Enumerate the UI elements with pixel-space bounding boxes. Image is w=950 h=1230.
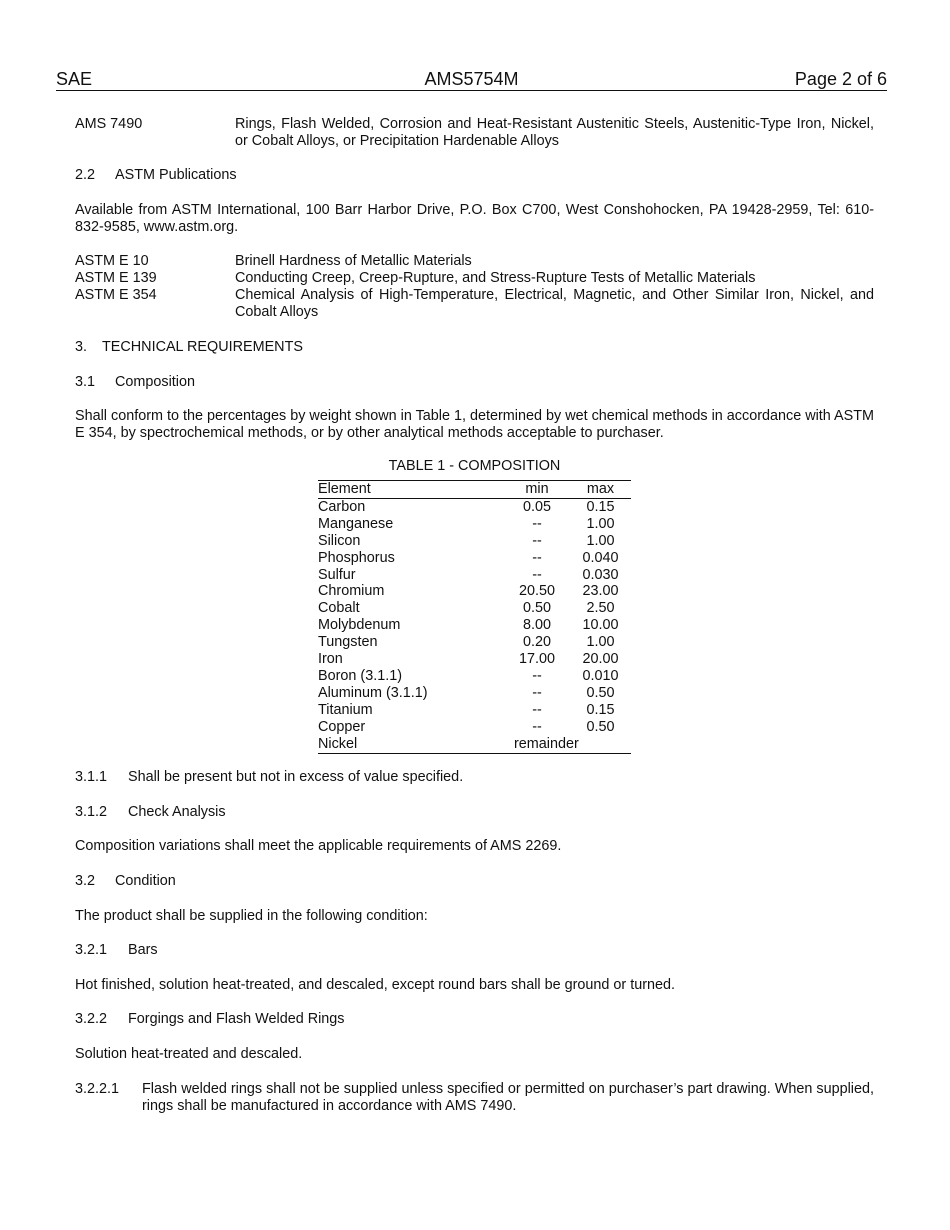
min-cell: 0.50 [522, 600, 551, 617]
section-title: TECHNICAL REQUIREMENTS [102, 339, 303, 355]
section-title: Forgings and Flash Welded Rings [128, 1011, 345, 1027]
bars-paragraph: Hot finished, solution heat-treated, and descaled, except round bars shall be ground or turned. [75, 977, 675, 993]
section-number: 3.1 [75, 374, 96, 390]
reference-title: Conducting Creep, Creep-Rupture, and Stress-Rupture Tests of Metallic Materials [235, 270, 756, 286]
table-row [318, 617, 631, 634]
table-row [318, 719, 631, 736]
min-cell: 0.05 [522, 498, 551, 515]
page-header [56, 68, 887, 91]
section-number: 3.2.2 [75, 1011, 108, 1027]
table-row [318, 583, 631, 600]
min-cell: 8.00 [522, 617, 551, 634]
reference-title: Rings, Flash Welded, Corrosion and Heat-Resistant Austenitic Steels, Austenitic-Type Iron, Nickel, or Cobalt Alloys, or Precipitation Hardenable Alloys [235, 116, 874, 149]
reference-code: ASTM E 139 [75, 270, 157, 286]
max-cell: 1.00 [586, 515, 615, 532]
table-title: TABLE 1 - COMPOSITION [388, 458, 561, 474]
section-title: Composition [115, 374, 195, 390]
max-cell: 0.030 [582, 566, 619, 583]
table-row [318, 516, 631, 533]
section-number: 3.2 [75, 873, 96, 889]
min-cell: -- [532, 684, 542, 701]
element-cell: Sulfur [318, 566, 356, 583]
table-row [318, 736, 631, 753]
section-title: ASTM Publications [115, 167, 237, 183]
min-cell: 0.20 [522, 634, 551, 651]
element-cell: Boron (3.1.1) [318, 667, 402, 684]
element-cell: Carbon [318, 498, 366, 515]
section-text: Shall be present but not in excess of value specified. [128, 769, 464, 785]
element-cell: Aluminum (3.1.1) [318, 684, 428, 701]
section-number: 3.1.1 [75, 769, 108, 785]
min-cell: -- [532, 549, 542, 566]
composition-paragraph: Shall conform to the percentages by weight shown in Table 1, determined by wet chemical methods in accordance with ASTM E 354, by spectrochemical methods, or by other analytical methods acceptable to purchaser. [75, 408, 874, 441]
max-cell: 0.50 [586, 684, 615, 701]
column-header-element: Element [318, 481, 504, 499]
min-cell: -- [532, 701, 542, 718]
column-header-max: max [570, 481, 631, 499]
element-cell: Tungsten [318, 634, 378, 651]
element-cell: Molybdenum [318, 617, 401, 634]
element-cell: Iron [318, 651, 343, 668]
header-doc-number: AMS5754M [424, 69, 519, 89]
table-row [318, 498, 631, 515]
max-cell: 0.50 [586, 718, 615, 735]
table-row [318, 634, 631, 651]
element-cell: Copper [318, 718, 366, 735]
section-title: Condition [115, 873, 176, 889]
element-cell: Nickel [318, 735, 358, 752]
element-cell: Cobalt [318, 600, 360, 617]
min-cell: -- [532, 667, 542, 684]
check-analysis-paragraph: Composition variations shall meet the applicable requirements of AMS 2269. [75, 838, 562, 854]
table-row [318, 550, 631, 567]
reference-code: ASTM E 10 [75, 253, 149, 269]
composition-table [318, 480, 631, 754]
max-cell: 2.50 [586, 600, 615, 617]
column-header-min: min [504, 481, 570, 499]
reference-code: AMS 7490 [75, 116, 143, 132]
table-row [318, 668, 631, 685]
table-row [318, 651, 631, 668]
table-row [318, 567, 631, 584]
table-row [318, 685, 631, 702]
min-cell: -- [532, 566, 542, 583]
remainder-cell: remainder [514, 735, 579, 752]
max-cell: 0.040 [582, 549, 619, 566]
max-cell: 0.010 [582, 667, 619, 684]
section-number: 3.1.2 [75, 804, 108, 820]
table-header-row [318, 481, 631, 499]
reference-code: ASTM E 354 [75, 287, 157, 303]
max-cell: 23.00 [582, 583, 619, 600]
condition-paragraph: The product shall be supplied in the following condition: [75, 908, 428, 924]
reference-title: Brinell Hardness of Metallic Materials [235, 253, 472, 269]
max-cell: 0.15 [586, 701, 615, 718]
reference-title: Chemical Analysis of High-Temperature, Electrical, Magnetic, and Other Similar Iron, Nickel, and Cobalt Alloys [235, 287, 874, 320]
max-cell: 10.00 [582, 617, 619, 634]
max-cell: 1.00 [586, 532, 615, 549]
section-number: 2.2 [75, 167, 96, 183]
section-number: 3.2.2.1 [75, 1081, 120, 1097]
element-cell: Chromium [318, 583, 385, 600]
header-page-number: Page 2 of 6 [794, 69, 887, 89]
min-cell: 20.50 [518, 583, 555, 600]
max-cell: 20.00 [582, 651, 619, 668]
element-cell: Manganese [318, 515, 394, 532]
forgings-paragraph: Solution heat-treated and descaled. [75, 1046, 303, 1062]
min-cell: -- [532, 718, 542, 735]
table-row [318, 533, 631, 550]
element-cell: Titanium [318, 701, 373, 718]
table-row [318, 600, 631, 617]
section-number: 3. [75, 339, 88, 355]
element-cell: Phosphorus [318, 549, 395, 566]
element-cell: Silicon [318, 532, 361, 549]
min-cell: 17.00 [518, 651, 555, 668]
min-cell: -- [532, 515, 542, 532]
max-cell: 1.00 [586, 634, 615, 651]
max-cell: 0.15 [586, 498, 615, 515]
table-row [318, 702, 631, 719]
section-text: Flash welded rings shall not be supplied unless specified or permitted on purchaser’s part drawing. When supplied, rings shall be manufactured in accordance with AMS 7490. [142, 1081, 874, 1114]
astm-availability-paragraph: Available from ASTM International, 100 Barr Harbor Drive, P.O. Box C700, West Conshohocken, PA 19428-2959, Tel: 610-832-9585, www.astm.org. [75, 202, 874, 235]
section-title: Bars [128, 942, 158, 958]
header-publisher: SAE [56, 69, 93, 89]
min-cell: -- [532, 532, 542, 549]
section-title: Check Analysis [128, 804, 226, 820]
section-number: 3.2.1 [75, 942, 108, 958]
